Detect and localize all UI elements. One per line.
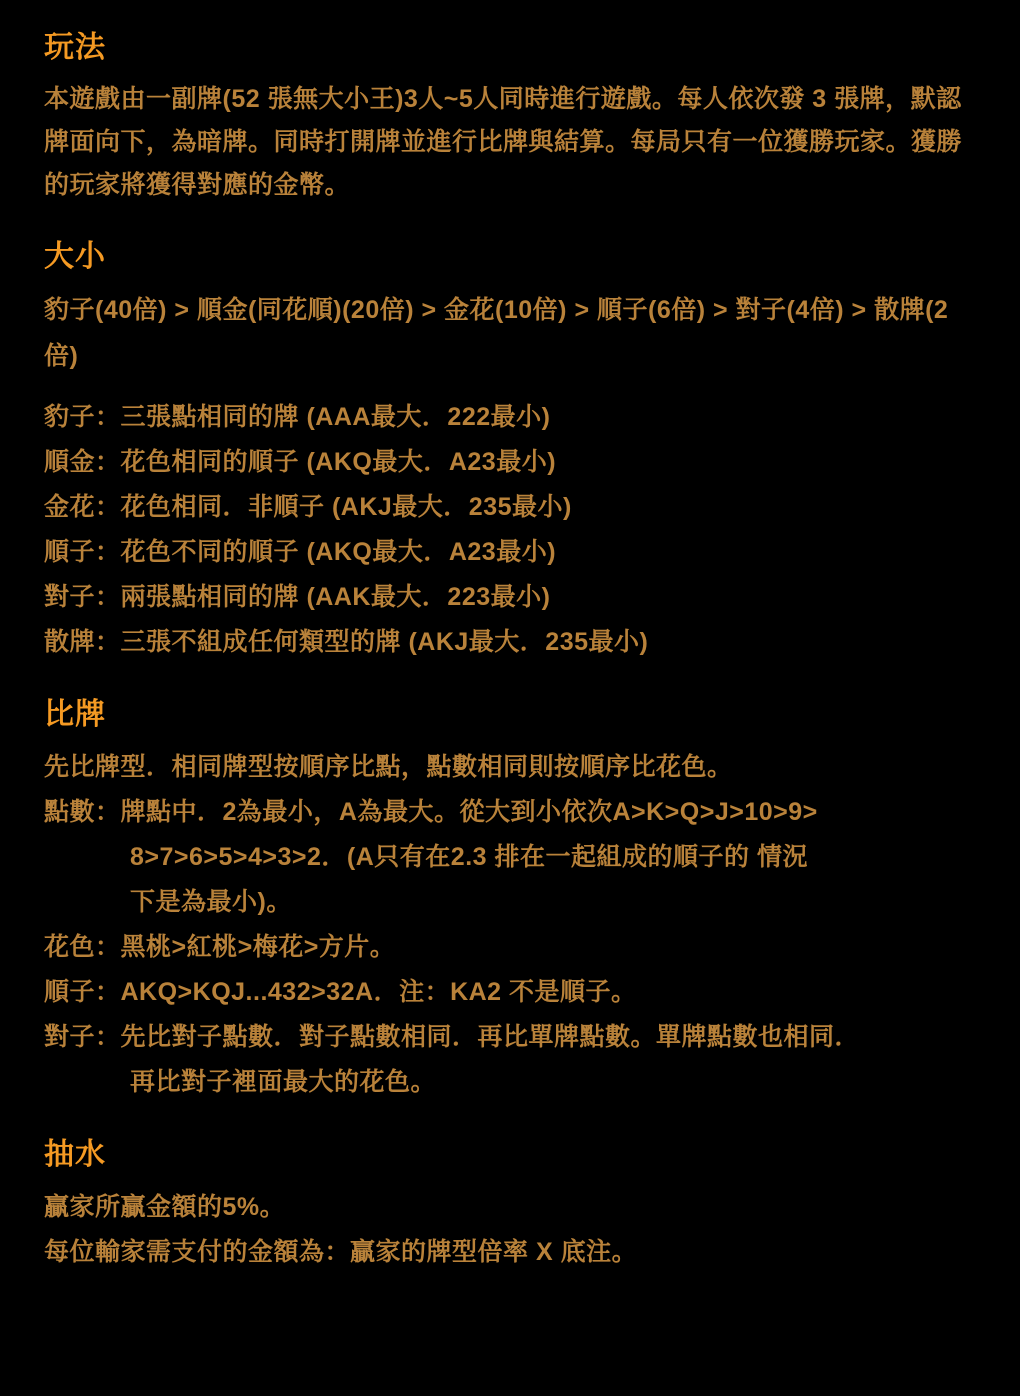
list-item: 8>7>6>5>4>3>2．(A只有在2.3 排在一起組成的順子的 情況 xyxy=(130,843,808,871)
list-item: 順子：AKQ>KQJ...432>32A．注：KA2 不是順子。 xyxy=(44,978,637,1006)
rake-lines xyxy=(44,1185,976,1275)
list-item: 每位輸家需支付的金額為：贏家的牌型倍率 X 底注。 xyxy=(44,1238,638,1266)
compare-lines xyxy=(44,745,976,1105)
list-item: 金花：花色相同．非順子 (AKJ最大．235最小) xyxy=(44,493,572,521)
list-item: 花色：黑桃>紅桃>梅花>方片。 xyxy=(44,933,396,961)
list-item: 下是為最小)。 xyxy=(130,888,292,916)
list-item: 再比對子裡面最大的花色。 xyxy=(130,1068,437,1096)
section-gameplay xyxy=(44,28,976,207)
list-item: 順金：花色相同的順子 (AKQ最大．A23最小) xyxy=(44,448,557,476)
ranking-order: 豹子(40倍) > 順金(同花順)(20倍) > 金花(10倍) > 順子(6倍) > 對子(4倍) > 散牌(2倍) xyxy=(44,296,949,370)
list-item: 先比牌型．相同牌型按順序比點，點數相同則按順序比花色。 xyxy=(44,753,733,781)
compare-heading: 比牌 xyxy=(44,698,106,731)
list-item: 順子：花色不同的順子 (AKQ最大．A23最小) xyxy=(44,538,557,566)
list-item: 贏家所贏金額的5%。 xyxy=(44,1193,286,1221)
rake-heading: 抽水 xyxy=(44,1138,106,1171)
list-item: 對子：先比對子點數．對子點數相同．再比單牌點數。單牌點數也相同． xyxy=(44,1023,861,1051)
list-item: 散牌：三張不組成任何類型的牌 (AKJ最大．235最小) xyxy=(44,628,649,656)
list-item: 豹子：三張點相同的牌 (AAA最大．222最小) xyxy=(44,403,551,431)
list-item: 對子：兩張點相同的牌 (AAK最大．223最小) xyxy=(44,583,551,611)
ranking-definitions xyxy=(44,395,976,665)
section-rake xyxy=(44,1135,976,1275)
section-compare xyxy=(44,695,976,1105)
gameplay-text: 本遊戲由一副牌(52 張無大小王)3人~5人同時進行遊戲。每人依次發 3 張牌，默認牌面向下，為暗牌。同時打開牌並進行比牌與結算。每局只有一位獲勝玩家。獲勝的玩家將獲得對應的金幣。 xyxy=(44,85,963,199)
section-ranking xyxy=(44,237,976,665)
gameplay-heading: 玩法 xyxy=(44,31,106,64)
list-item: 點數：牌點中．2為最小，A為最大。從大到小依次A>K>Q>J>10>9> xyxy=(44,798,818,826)
ranking-heading: 大小 xyxy=(44,240,106,273)
